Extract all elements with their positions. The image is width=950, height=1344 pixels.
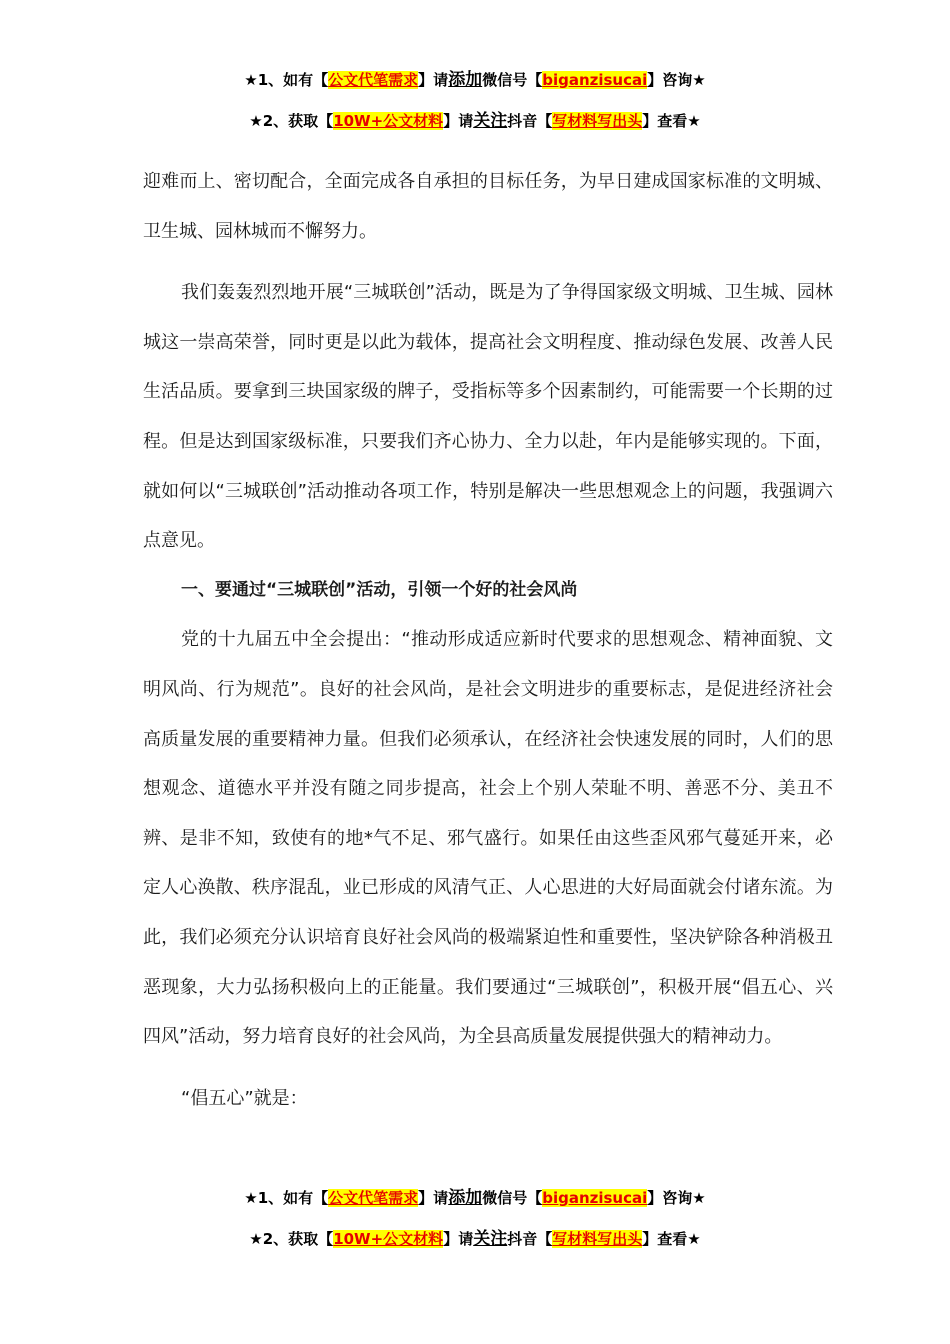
banner-text: ★1、如有【 <box>244 71 329 89</box>
banner-text: 微信号【 <box>482 71 543 89</box>
bottom-banner-line-2 <box>0 1227 950 1251</box>
top-banner-line-2 <box>0 109 950 133</box>
bottom-banner-line-1 <box>0 1186 950 1210</box>
banner-text: 】咨询★ <box>647 1189 706 1207</box>
banner-text: ★2、获取【 <box>249 112 334 130</box>
banner-highlight: 10W+公文材料 <box>333 112 444 130</box>
banner-text: 】请 <box>418 71 449 89</box>
banner-highlight: 10W+公文材料 <box>333 1230 444 1248</box>
banner-text: 】查看★ <box>642 112 701 130</box>
banner-text: 抖音【 <box>507 1230 553 1248</box>
banner-text: 】请 <box>443 1230 474 1248</box>
document-body <box>143 157 833 1123</box>
paragraph-3: 党的十九届五中全会提出：“推动形成适应新时代要求的思想观念、精神面貌、文明风尚、行为规范”。良好的社会风尚，是社会文明进步的重要标志，是促进经济社会高质量发展的重要精神力量。但我们必须承认，在经济社会快速发展的同时，人们的思想观念、道德水平并没有随之同步提高，社会上个别人荣耻不明、善恶不分、美丑不辨、是非不知，致使有的地*气不足、邪气盛行。如果任由这些歪风邪气蔓延开来，必定人心涣散、秩序混乱，业已形成的风清气正、人心思进的大好局面就会付诸东流。为此，我们必须充分认识培育良好社会风尚的极端紧迫性和重要性，坚决铲除各种消极丑恶现象，大力弘扬积极向上的正能量。我们要通过“三城联创”，积极开展“倡五心、兴四风”活动，努力培育良好的社会风尚，为全县高质量发展提供强大的精神动力。 <box>143 629 833 1048</box>
banner-wechat-id: biganzisucai <box>542 1189 648 1207</box>
banner-text: 微信号【 <box>482 1189 543 1207</box>
top-banner-line-1 <box>0 68 950 92</box>
banner-douyin-id: 写材料写出头 <box>552 1230 643 1248</box>
banner-text: ★2、获取【 <box>249 1230 334 1248</box>
banner-text: 】咨询★ <box>647 71 706 89</box>
paragraph-2: 我们轰轰烈烈地开展“三城联创”活动，既是为了争得国家级文明城、卫生城、园林城这一崇高荣誉，同时更是以此为载体，提高社会文明程度、推动绿色发展、改善人民生活品质。要拿到三块国家级的牌子，受指标等多个因素制约，可能需要一个长期的过程。但是达到国家级标准，只要我们齐心协力、全力以赴，年内是能够实现的。下面，就如何以“三城联创”活动推动各项工作，特别是解决一些思想观念上的问题，我强调六点意见。 <box>143 282 833 552</box>
banner-highlight: 公文代笔需求 <box>328 1189 419 1207</box>
banner-wechat-id: biganzisucai <box>542 71 648 89</box>
banner-emphasis: 关注 <box>473 1229 508 1249</box>
banner-douyin-id: 写材料写出头 <box>552 112 643 130</box>
section-heading-1: 一、要通过“三城联创”活动，引领一个好的社会风尚 <box>181 579 578 600</box>
banner-text: 】请 <box>443 112 474 130</box>
paragraph-4: “倡五心”就是： <box>181 1087 308 1109</box>
banner-emphasis: 关注 <box>473 111 508 131</box>
banner-text: 】请 <box>418 1189 449 1207</box>
banner-emphasis: 添加 <box>448 70 483 90</box>
banner-text: 抖音【 <box>507 112 553 130</box>
paragraph-1: 迎难而上、密切配合，全面完成各自承担的目标任务，为早日建成国家标准的文明城、卫生城、园林城而不懈努力。 <box>143 171 833 242</box>
banner-highlight: 公文代笔需求 <box>328 71 419 89</box>
banner-text: 】查看★ <box>642 1230 701 1248</box>
banner-emphasis: 添加 <box>448 1188 483 1208</box>
banner-text: ★1、如有【 <box>244 1189 329 1207</box>
